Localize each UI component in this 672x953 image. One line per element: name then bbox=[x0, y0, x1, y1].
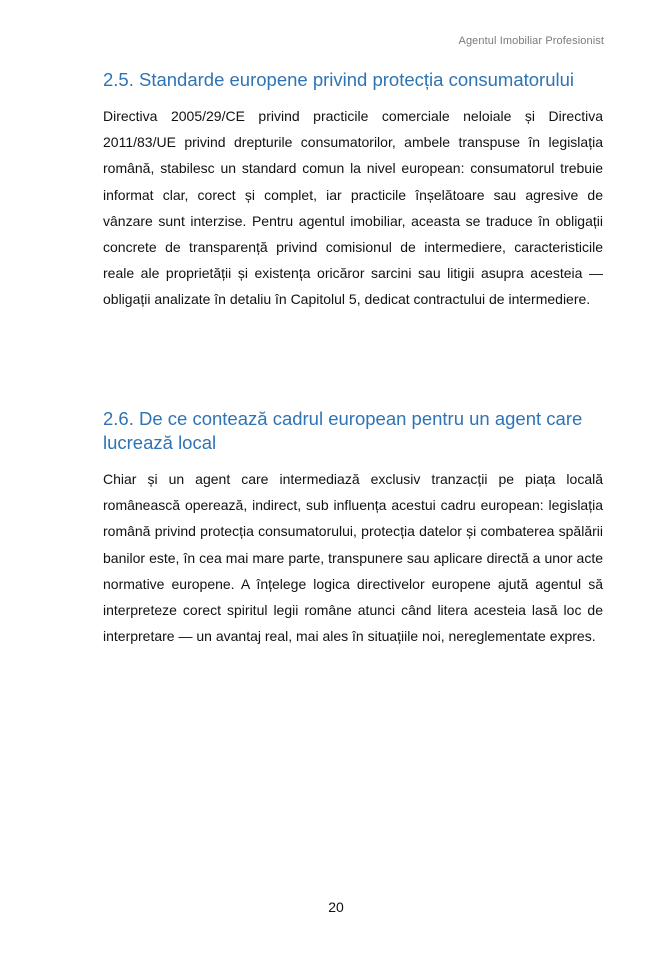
section-title: 2.6. De ce contează cadrul european pentru un agent care lucrează local bbox=[103, 408, 583, 453]
section-2-5 bbox=[103, 68, 603, 313]
section-title: 2.5. Standarde europene privind protecția consumatorului bbox=[103, 69, 575, 90]
section-body: Directiva 2005/29/CE privind practicile comerciale neloiale și Directiva 2011/83/UE privind drepturile consumatorilor, ambele transpuse în legislația română, stabilesc un standard comun la nivel european: consumatorul trebuie informat clar, corect și complet, iar practicile înșelătoare sau agresive de vânzare sunt interzise. Pentru agentul imobiliar, aceasta se traduce în obligații concrete de transparență privind comisionul de intermediere, caracteristicile reale ale proprietății și existența oricăror sarcini sau litigii asupra acesteia — obligații analizate în detaliu în Capitolul 5, dedicat contractului de intermediere. bbox=[103, 108, 603, 308]
page-number: 20 bbox=[328, 899, 344, 915]
section-2-6 bbox=[103, 407, 603, 649]
running-header: Agentul Imobiliar Profesionist bbox=[458, 35, 604, 47]
section-body: Chiar și un agent care intermediază exclusiv tranzacții pe piața locală românească operează, indirect, sub influența acestui cadru european: legislația română privind protecția consumatorului, protecția datelor și combaterea spălării banilor este, în cea mai mare parte, transpunere sau aplicare directă a unor acte normative europene. A înțelege logica directivelor europene ajută agentul să interpreteze corect spiritul legii române atunci când litera acesteia lasă loc de interpretare — un avantaj real, mai ales în situațiile noi, nereglementate expres. bbox=[103, 471, 603, 645]
